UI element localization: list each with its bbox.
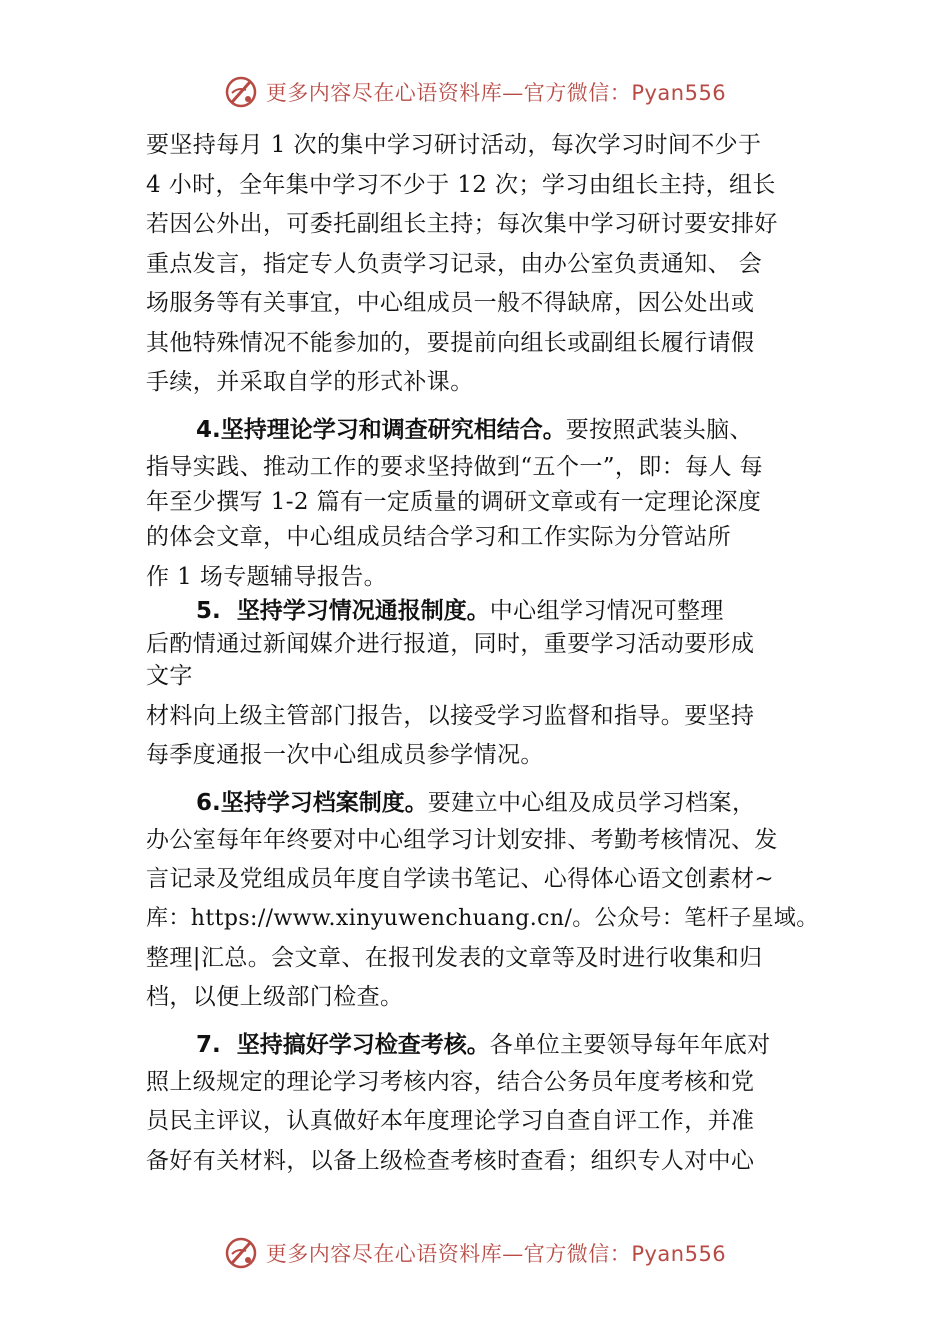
- text-line: 每季度通报一次中心组成员参学情况。: [146, 742, 544, 768]
- footer-banner-id: Pyan556: [631, 1242, 727, 1266]
- paragraph-4-text: 要按照武装头脑、: [565, 417, 753, 443]
- text-line: 指导实践、推动工作的要求坚持做到“五个一”，即：每人 每: [146, 454, 764, 480]
- text-line: 后酌情通过新闻媒介进行报道，同时，重要学习活动要形成: [146, 631, 755, 657]
- footer-banner-text: [266, 1238, 726, 1268]
- paragraph-5-first-line: [196, 596, 724, 626]
- text-line: 员民主评议，认真做好本年度理论学习自查自评工作，并准: [146, 1108, 755, 1134]
- header-banner-id: Pyan556: [631, 81, 727, 105]
- text-line: 4 小时，全年集中学习不少于 12 次；学习由组长主持，组长: [146, 172, 776, 198]
- text-line: 的体会文章，中心组成员结合学习和工作实际为分管站所: [146, 524, 731, 550]
- text-line: 备好有关材料，以备上级检查考核时查看；组织专人对中心: [146, 1148, 755, 1174]
- text-line: 手续，并采取自学的形式补课。: [146, 369, 474, 395]
- paragraph-5-text: 中心组学习情况可整理: [489, 598, 724, 624]
- header-banner-cn: 更多内容尽在心语资料库—官方微信：: [265, 81, 632, 105]
- text-line: 库：https://www.xinyuwenchuang.cn/。公众号：笔杆子星域。: [146, 906, 819, 931]
- text-line: 作 1 场专题辅导报告。: [146, 564, 388, 590]
- text-line: 办公室每年年终要对中心组学习计划安排、考勤考核情况、发: [146, 827, 778, 853]
- text-line: 档，以便上级部门检查。: [146, 984, 404, 1010]
- text-line: 整理|汇总。会文章、在报刊发表的文章等及时进行收集和归: [146, 945, 763, 971]
- paragraph-6-text: 要建立中心组及成员学习档案，: [427, 790, 756, 816]
- paragraph-6-first-line: [196, 788, 755, 818]
- paragraph-4-heading: 4.坚持理论学习和调查研究相结合。: [196, 417, 566, 443]
- paragraph-7-first-line: [196, 1030, 771, 1060]
- text-line: 其他特殊情况不能参加的，要提前向组长或副组长履行请假: [146, 330, 755, 356]
- text-line: 言记录及党组成员年度自学读书笔记、心得体心语文创素材~: [146, 866, 775, 892]
- paragraph-4-first-line: [196, 415, 753, 445]
- text-line: 材料向上级主管部门报告，以接受学习监督和指导。要坚持: [146, 703, 755, 729]
- text-line: 文字: [146, 663, 193, 689]
- paragraph-6-heading: 6.坚持学习档案制度。: [196, 790, 428, 816]
- text-line: 重点发言，指定专人负责学习记录，由办公室负责通知、 会: [146, 251, 763, 277]
- pen-circle-logo-icon: [224, 1236, 258, 1270]
- text-line: 场服务等有关事宜，中心组成员一般不得缺席，因公处出或: [146, 290, 755, 316]
- paragraph-7-text: 各单位主要领导每年年底对: [489, 1032, 771, 1058]
- paragraph-7-heading: 7. 坚持搞好学习检查考核。: [196, 1032, 490, 1058]
- footer-banner-cn: 更多内容尽在心语资料库—官方微信：: [265, 1242, 632, 1266]
- text-line: 照上级规定的理论学习考核内容，结合公务员年度考核和党: [146, 1069, 755, 1095]
- paragraph-5-heading: 5. 坚持学习情况通报制度。: [196, 598, 490, 624]
- text-line: 要坚持每月 1 次的集中学习研讨活动，每次学习时间不少于: [146, 132, 762, 158]
- footer-banner: [0, 1233, 950, 1273]
- text-line: 若因公外出，可委托副组长主持；每次集中学习研讨要安排好: [146, 211, 778, 237]
- text-line: 年至少撰写 1-2 篇有一定质量的调研文章或有一定理论深度: [146, 489, 762, 515]
